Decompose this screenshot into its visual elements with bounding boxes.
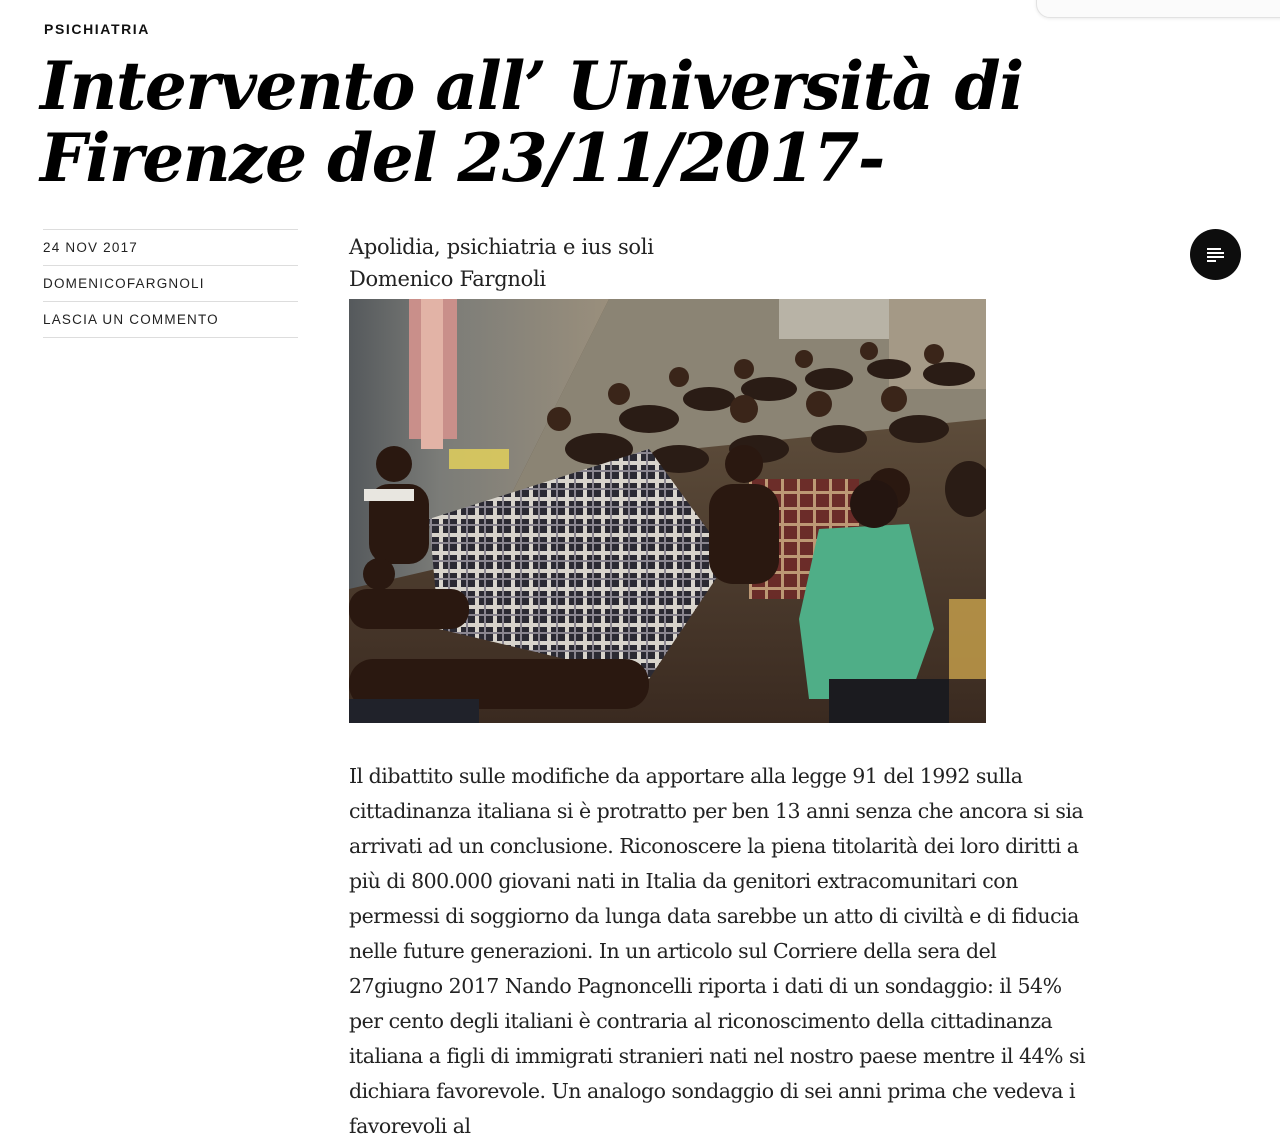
featured-photo [349,299,986,723]
post-body-paragraph: Il dibattito sulle modifiche da apportare alla legge 91 del 1992 sulla cittadinanza italiana si è protratto per ben 13 anni senza che ancora si sia arrivati ad un conclusione. Riconoscere la piena titolarità dei loro diritti a più di 800.000 giovani nati in Italia da genitori extracomunitari con permessi di soggiorno da lunga data sarebbe un atto di civiltà e di fiducia nelle future generazioni. In un articolo sul Corriere della sera del 27giugno 2017 Nando Pagnoncelli riporta i dati di un sondaggio: il 54% per cento degli italiani è contraria al riconoscimento della cittadinanza italiana a figli di immigrati stranieri nati nel nostro paese mentre il 44% si dichiara favorevole. Un analogo sondaggio di sei anni prima che vedeva i favorevoli al [349,764,1086,1138]
category-link[interactable]: PSICHIATRIA [44,21,151,37]
leave-comment-link[interactable]: LASCIA UN COMMENTO [43,312,219,327]
post-date-item [43,230,298,266]
post-subtitle: Apolidia, psichiatria e ius soli [349,235,654,259]
post-comment-item [43,302,298,338]
post-date-link[interactable]: 24 NOV 2017 [43,240,139,255]
post-byline: Domenico Fargnoli [349,267,546,291]
post-meta [43,229,298,338]
post-author-item [43,266,298,302]
top-bar-tab [1036,0,1280,18]
post-title: Intervento all’ Università di Firenze del 23/11/2017- [40,47,1023,197]
photo-illustration [349,299,986,723]
menu-lines-icon [1207,248,1224,262]
post-content [349,231,1094,295]
post-author-link[interactable]: DOMENICOFARGNOLI [43,276,205,291]
menu-button[interactable] [1190,229,1241,280]
